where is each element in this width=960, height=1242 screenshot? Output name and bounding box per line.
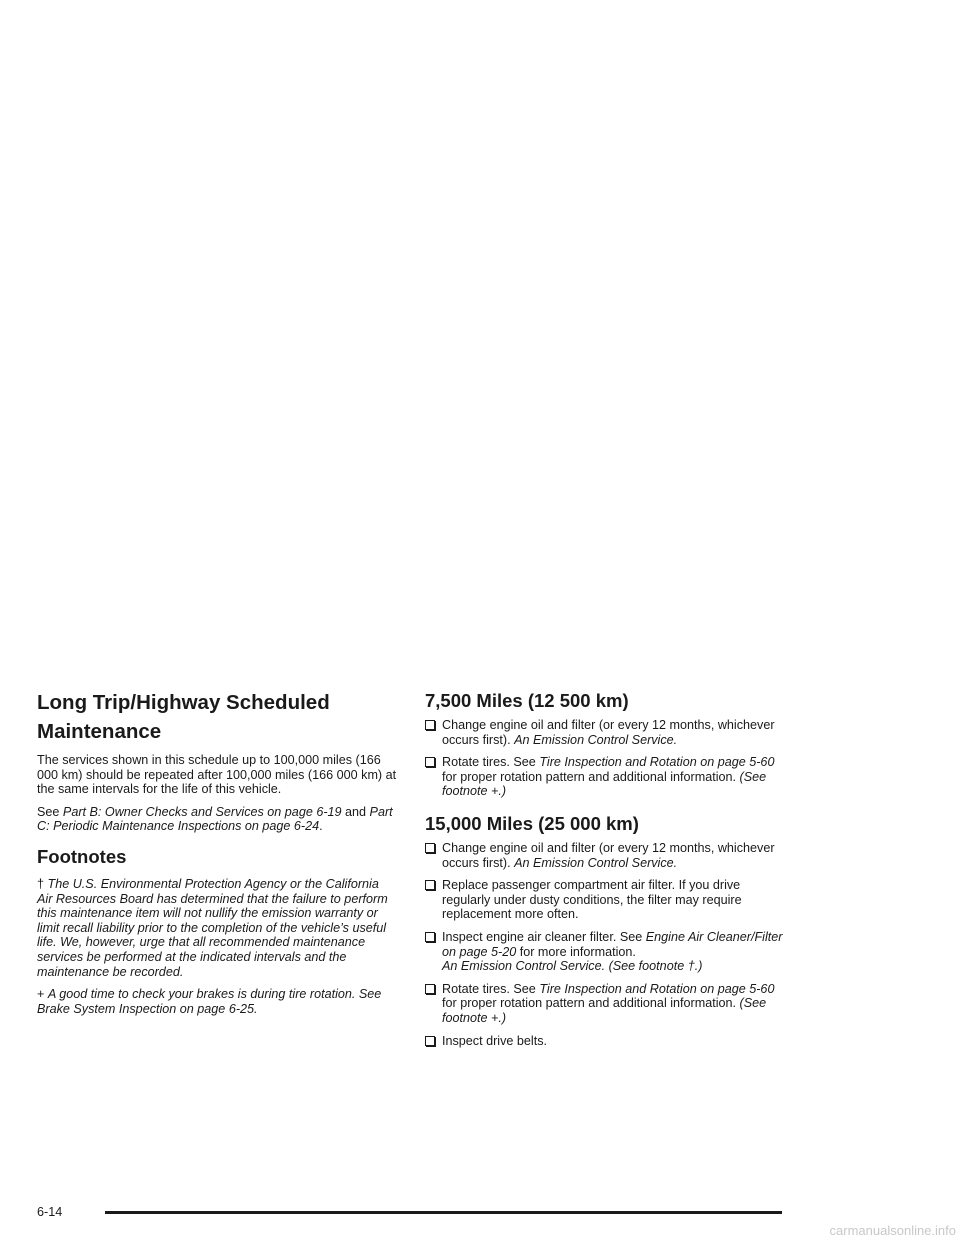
- list-item: Inspect drive belts.: [425, 1034, 785, 1049]
- checkbox-icon[interactable]: [425, 720, 435, 730]
- checkbox-icon[interactable]: [425, 932, 435, 942]
- checkbox-icon[interactable]: [425, 880, 435, 890]
- intro-paragraph: The services shown in this schedule up to 100,000 miles (166 000 km) should be repeated after 100,000 miles (166 000 km) at the same intervals for the life of this vehicle.: [37, 753, 397, 797]
- see-also-paragraph: See Part B: Owner Checks and Services on page 6-19 and Part C: Periodic Maintenance Inspections on page 6-24.: [37, 804, 393, 834]
- list-item: Inspect engine air cleaner filter. See Engine Air Cleaner/Filter on page 5-20 for more information. An Emission Control Service. (See footnote †.): [425, 930, 785, 974]
- see-link-part-b[interactable]: Part B: Owner Checks and Services on page 6-19: [62, 804, 342, 819]
- footer-rule: [105, 1211, 782, 1214]
- footnote-plus: + A good time to check your brakes is during tire rotation. See Brake System Inspection on page 6-25.: [37, 987, 382, 1016]
- checkbox-icon[interactable]: [425, 757, 435, 767]
- checkbox-icon[interactable]: [425, 984, 435, 994]
- checkbox-icon[interactable]: [425, 1036, 435, 1046]
- list-item: Rotate tires. See Tire Inspection and Rotation on page 5-60 for proper rotation pattern and additional information. (See footnote +.): [425, 755, 785, 799]
- see-link-part-c[interactable]: Part C: Periodic Maintenance Inspections on page 6-24: [37, 804, 393, 834]
- right-column: [425, 690, 785, 1056]
- watermark: carmanualsonline.info: [829, 1223, 956, 1238]
- footnotes-heading: Footnotes: [37, 845, 127, 867]
- footnote-dagger: † The U.S. Environmental Protection Agency or the California Air Resources Board has determined that the failure to perform this maintenance item will not nullify the emission warranty or limit recall liability prior to the completion of the vehicle’s useful life. We, however, urge that all recommended maintenance services be performed at the indicated intervals and the maintenance be recorded.: [37, 876, 388, 979]
- section-title: Long Trip/Highway Scheduled Maintenance: [37, 691, 330, 743]
- list-item: Change engine oil and filter (or every 12 months, whichever occurs first). An Emission Control Service.: [425, 841, 785, 870]
- list-item: Rotate tires. See Tire Inspection and Rotation on page 5-60 for proper rotation pattern and additional information. (See footnote +.): [425, 982, 785, 1026]
- checklist-7500: [425, 718, 785, 799]
- list-item: Change engine oil and filter (or every 12 months, whichever occurs first). An Emission Control Service.: [425, 718, 785, 747]
- list-item: Replace passenger compartment air filter. If you drive regularly under dusty conditions, the filter may require replacement more often.: [425, 878, 785, 922]
- checklist-15000: [425, 841, 785, 1048]
- checkbox-icon[interactable]: [425, 843, 435, 853]
- left-column: [37, 688, 397, 1024]
- interval-heading-7500: 7,500 Miles (12 500 km): [425, 690, 629, 711]
- page-number: 6-14: [37, 1205, 63, 1219]
- interval-heading-15000: 15,000 Miles (25 000 km): [425, 812, 639, 834]
